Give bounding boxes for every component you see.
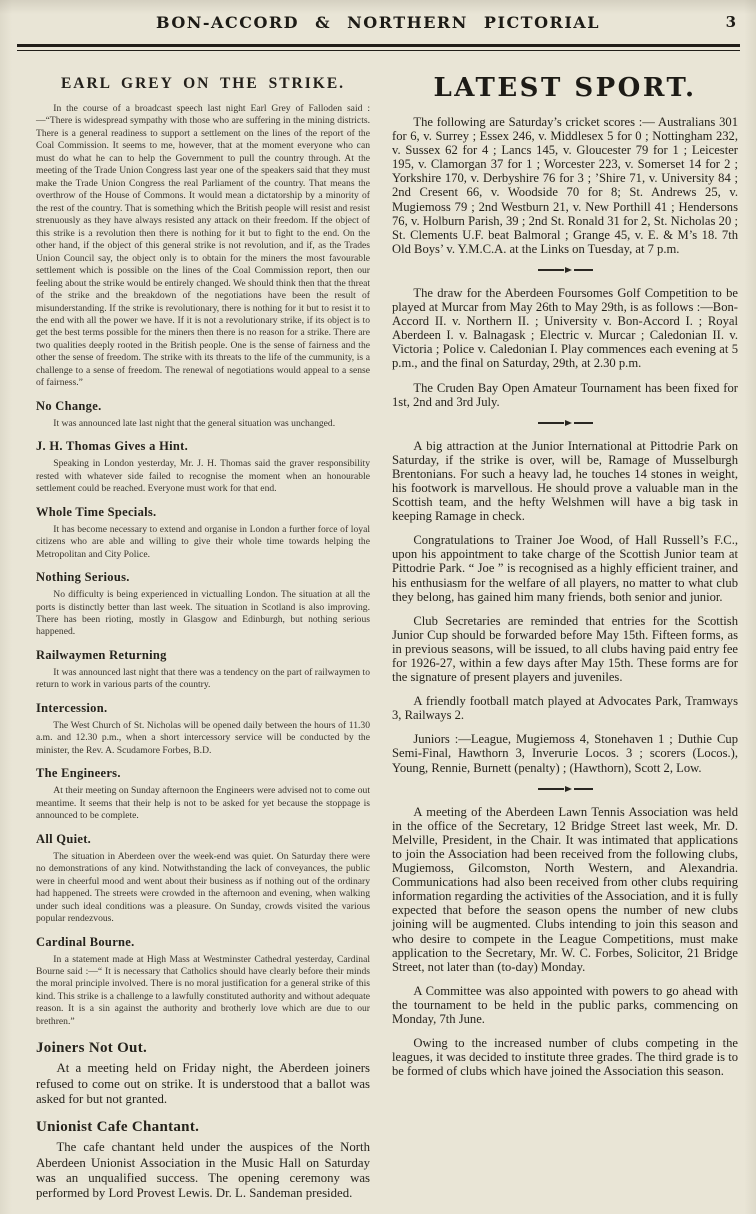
article-headline-earl-grey: EARL GREY ON THE STRIKE.	[60, 75, 346, 92]
cricket-scores-paragraph: The following are Saturday’s cricket scores :— Australians 301 for 6, v. Surrey ; Essex 246, v. Middlesex 5 for 0 ; Nottingham 232, v. Sussex 62 for 4 ; Lancs 145, v. Gloucester 79 for 1 ; Leicester 195, v. Clamorgan 37 for 1 ; Worcester 223, v. Somerset 14 for 2 ; Yorkshire 170, v. Derbyshire 76 for 3 ; ’Shire 71, v. University 84 ; 2nd Cresent 66, v. Woodside 70 for 8; St. Andrews 25, v. Mugiemoss 79 ; 2nd Westburn 21, v. New Porthill 41 ; Hendersons 76, v. Holburn Parish, 39 ; 2nd St. Ronald 31 for 2, St. Nicholas 20 ; St. Clements U.F. beat Balmoral ; Grange 45, v. E. & M’s 18. 7th Old Boys’ v. Y.M.C.A. at the Links on Tuesday, at 7 p.m.	[392, 115, 738, 256]
section-separator	[392, 266, 738, 274]
section-body: It was announced late last night that the general situation was unchanged.	[53, 417, 336, 429]
separator-line	[574, 269, 593, 271]
section-heading-intercession: Intercession.	[36, 700, 108, 715]
section-body: At a meeting held on Friday night, the Aberdeen joiners refused to come out on strike. It is understood that a ballot was asked for but not granted.	[36, 1061, 370, 1106]
section-heading-jh-thomas: J. H. Thomas Gives a Hint.	[36, 439, 189, 454]
lawn-tennis-paragraph: A meeting of the Aberdeen Lawn Tennis Association was held in the office of the Secretary, 12 Bridge Street last week, Mr. D. Melville, President, in the Chair. It was intimated that applications to join the Association had been received from the following clubs, Mugiemoss, Gilcomston, North Western, and Alexandria. Communications had also been received from other clubs requiring information regarding the activities of the Association, and it is fully expected that before the season opens the number of new clubs joining will be augmented. Clubs intending to join this season and who desire to compete in the League Competitions, must make application to the Secretary, Mr. W. C. Forbes, Solicitor, 21 Bridge Street, not later than (to-day) Monday.	[392, 804, 738, 974]
section-body: The West Church of St. Nicholas will be opened daily between the hours of 11.30 a.m. and 12.30 p.m., when a short intercessory service will be conducted by the minister, the Rev. A. Scudamore Forbes, B.D.	[36, 719, 370, 756]
joe-wood-paragraph: Congratulations to Trainer Joe Wood, of Hall Russell’s F.C., upon his appointment to take charge of the Scottish Junior team at Pittodrie Park. “ Joe ” is recognised as a highly efficient trainer, and his enthusiasm for the welfare of all players, no matter to what club they belong, has gained him many friends, both senior and junior.	[392, 533, 738, 604]
section-body: Speaking in London yesterday, Mr. J. H. Thomas said the graver responsibility rested with whatever side failed to recognise the moment when an honourable settlement could be reached. Everyone must work for that end.	[36, 458, 370, 495]
article-headline-latest-sport: LATEST SPORT.	[433, 73, 697, 103]
section-unionist-cafe-chantant	[36, 1119, 370, 1201]
section-body: The situation in Aberdeen over the week-end was quiet. On Saturday there were no demonstrations of any kind. Notwithstanding the lack of conveyances, the public were in cheerful mood and went about their business as if nothing out of the ordinary had happened. The streets were crowded in the afternoon and evening, when walking under such ideal conditions was a pleasure. On Sunday, crowds visited the various popular rendezvous.	[36, 850, 370, 925]
committee-paragraph: A Committee was also appointed with powers to go ahead with the tournament to be held in the public parks, commencing on Monday, 7th June.	[392, 983, 738, 1026]
section-body: It has become necessary to extend and organise in London a further force of loyal citizens who are able and willing to give their whole time towards helping the Metropolitan and City Police.	[36, 523, 370, 560]
section-separator	[392, 419, 738, 427]
section-heading-no-change: No Change.	[36, 398, 102, 413]
section-heading-railwaymen-returning: Railwaymen Returning	[36, 647, 167, 662]
cruden-bay-paragraph: The Cruden Bay Open Amateur Tournament has been fixed for 1st, 2nd and 3rd July.	[392, 380, 738, 409]
header-rule	[17, 44, 740, 51]
separator-line	[538, 269, 564, 271]
juniors-results-paragraph: Juniors :—League, Mugiemoss 4, Stonehaven 1 ; Duthie Cup Semi-Final, Hawthorn 3, Inverurie Locos. 3 ; scorers (Locos.), Young, Rennie, Burnett (penalty) ; (Hawthorn), Scott 2, Low.	[392, 732, 738, 775]
separator-line	[574, 788, 593, 790]
section-joiners-not-out	[36, 1040, 370, 1107]
section-heading-joiners-not-out: Joiners Not Out.	[36, 1040, 148, 1057]
section-heading-nothing-serious: Nothing Serious.	[36, 570, 130, 585]
masthead-title: BON-ACCORD & NORTHERN PICTORIAL	[156, 13, 600, 32]
golf-draw-paragraph: The draw for the Aberdeen Foursomes Golf Competition to be played at Murcar from May 26th to May 29th, is as follows :—Bon-Accord II. v. Northern II. ; University v. Bon-Accord I. ; Royal Aberdeen I. v. Balnagask ; Electric v. Murcar ; Caledonian II. v. Victoria ; Police v. Caledonian I. Play commences each evening at 5 p.m., and the final on Saturday, 29th, at 2.30 p.m.	[392, 285, 738, 371]
section-body: In a statement made at High Mass at Westminster Cathedral yesterday, Cardinal Bourne said :—“ It is necessary that Catholics should have clearly before their minds the moral principle involved. There is no moral justification for a general strike of this kind. This strike is a challenge to a lawfully constituted authority and without adequate reason. It is a sin against the authority and brotherly love which are due to our brethren.”	[36, 953, 370, 1027]
club-secretaries-paragraph: Club Secretaries are reminded that entries for the Scottish Junior Cup should be forwarded before May 15th. Fifteen forms, as in previous seasons, will be issued, to all clubs having paid entry fee for 1926-27, within a few days after May 15th. These forms are for the signature of present players and juveniles.	[392, 613, 738, 685]
section-heading-whole-time-specials: Whole Time Specials.	[36, 504, 157, 519]
page-header	[0, 0, 756, 39]
section-heading-unionist-cafe-chantant: Unionist Cafe Chantant.	[36, 1119, 200, 1136]
separator-line	[538, 788, 564, 790]
section-body: The cafe chantant held under the auspices of the North Aberdeen Unionist Association in the Music Hall on Saturday was an unqualified success. The opening ceremony was performed by Lord Provest Lewis. Dr. L. Sandeman presided.	[36, 1140, 370, 1201]
content-columns	[0, 51, 756, 1205]
friendly-match-paragraph: A friendly football match played at Advocates Park, Tramways 3, Railways 2.	[392, 694, 738, 723]
section-body: At their meeting on Sunday afternoon the Engineers were advised not to come out meantime. It seems that their help is not to be asked for yet because the stoppage is announced to be complete.	[36, 785, 370, 822]
page-number: 3	[725, 13, 736, 31]
separator-line	[538, 422, 564, 424]
separator-arrow-icon	[565, 786, 572, 792]
section-body: No difficulty is being experienced in victualling London. The situation at all the ports is distinctly better than last week. The situation in Scotland is also improving. There has been rioting, mostly in Glasgow and Edinburgh, but nothing serious happened.	[36, 589, 370, 638]
section-body: It was announced last night that there was a tendency on the part of railwaymen to return to work in various parts of the country.	[36, 666, 370, 691]
section-heading-cardinal-bourne: Cardinal Bourne.	[36, 934, 135, 949]
left-column	[36, 71, 370, 1205]
separator-arrow-icon	[565, 420, 572, 426]
three-grades-paragraph: Owing to the increased number of clubs competing in the leagues, it was decided to institute three grades. The third grade is to be formed of clubs which have joined the Association this season.	[392, 1036, 738, 1079]
junior-international-paragraph: A big attraction at the Junior International at Pittodrie Park on Saturday, if the strike is over, will be, Ramage of Musselburgh Brentonians. For such a heavy lad, he touches 14 stones in weight, his footwork is marvellous. He should prove a valuable man in the Scottish team, and the hefty Welshmen will have a big task in keeping Ramage in check.	[392, 438, 738, 524]
section-separator	[392, 785, 738, 793]
article-paragraph: In the course of a broadcast speech last night Earl Grey of Falloden said :—“There is widespread sympathy with those who are suffering in the mining districts. There is a general readiness to support a settlement on the lines of the report of the Coal Commission. It seems to me, however, that at the moment everyone who can must do what he can to help the Government to pull the country through. At the meeting of the Trade Union Congress last year one of the speakers said that they must make the Trade Union Congress the real Parliament of the country. That means the overthrow of the House of Commons. It would mean a dictatorship by a minority of the rest of the country. That is something which the British people will resist and resist strenuously as they have always resisted any attack on their freedom. If the object of this strike is a revolution then there is nothing for it but to fight to the end. On the other hand, if the object of this general strike is not revolution, and if, as the Trades Union Council say, the object only is to obtain for the miners the most favourable settlement which is possible on the lines of the Coal Commission report, then our feeling about the strike would be entirely changed. We should think then that the threat of the strike and the breakdown of the negotiations have been the result of misunderstanding. If the strike is revolutionary, there is nothing for it but to resist it to the end with all the power we have. If it is not a revolutionary strike, if its object is to get the best terms possible for the miners then there is no reason for a strike. There are two qualities deeply rooted in the British people. One is the sense of fairness and the other the sense of freedom. The strike with its threats to the life of the cummunity, is a challenge to a sense of freedom. The renewal of negotiations would appeal to a sense of fairness.”	[36, 103, 370, 389]
separator-line	[574, 422, 593, 424]
separator-arrow-icon	[565, 267, 572, 273]
section-heading-all-quiet: All Quiet.	[36, 831, 92, 846]
right-column	[392, 71, 738, 1205]
section-heading-the-engineers: The Engineers.	[36, 766, 121, 781]
